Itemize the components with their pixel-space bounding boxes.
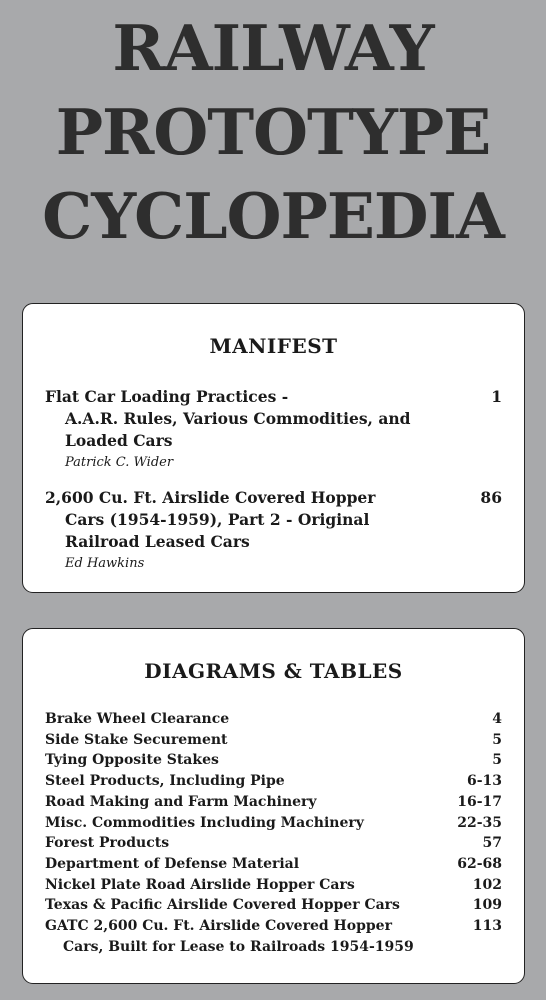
manifest-entry[interactable] xyxy=(45,487,502,575)
diagram-item[interactable] xyxy=(45,916,502,937)
diagram-item[interactable] xyxy=(45,854,502,875)
cover-title xyxy=(0,6,546,258)
manifest-entries xyxy=(45,386,502,588)
diagram-item[interactable] xyxy=(45,895,502,916)
diagram-label: Nickel Plate Road Airslide Hopper Cars xyxy=(45,876,355,893)
manifest-heading: MANIFEST xyxy=(209,334,338,358)
title-line-2: PROTOTYPE xyxy=(55,95,491,169)
diagram-page: 57 xyxy=(482,835,502,852)
diagrams-panel xyxy=(22,628,525,984)
entry-title-continuation: Railroad Leased Cars xyxy=(65,532,250,551)
diagram-item[interactable] xyxy=(45,730,502,751)
diagram-label: Misc. Commodities Including Machinery xyxy=(45,814,364,831)
diagram-label: Tying Opposite Stakes xyxy=(45,752,219,769)
entry-title: Flat Car Loading Practices - xyxy=(45,387,289,406)
entry-author: Ed Hawkins xyxy=(65,556,145,571)
manifest-panel xyxy=(22,303,525,593)
diagram-page: 6-13 xyxy=(466,773,502,790)
entry-page: 86 xyxy=(480,488,502,507)
diagrams-list xyxy=(45,709,502,957)
diagram-page: 16-17 xyxy=(457,793,502,810)
entry-title-continuation: A.A.R. Rules, Various Commodities, and xyxy=(65,409,411,428)
diagram-page: 102 xyxy=(472,876,502,893)
diagram-item[interactable] xyxy=(45,813,502,834)
diagram-label: GATC 2,600 Cu. Ft. Airslide Covered Hopper xyxy=(45,918,392,935)
diagram-label: Brake Wheel Clearance xyxy=(45,711,230,727)
diagram-page: 62-68 xyxy=(457,855,502,872)
entry-title: 2,600 Cu. Ft. Airslide Covered Hopper xyxy=(45,488,376,507)
diagram-page: 5 xyxy=(492,731,502,748)
diagram-item[interactable] xyxy=(45,709,502,730)
diagram-item[interactable] xyxy=(45,771,502,792)
diagram-item[interactable] xyxy=(45,792,502,813)
diagram-label-continuation: Cars, Built for Lease to Railroads 1954-1959 xyxy=(63,938,414,955)
diagram-label: Road Making and Farm Machinery xyxy=(45,793,317,810)
diagram-label: Department of Defense Material xyxy=(45,855,300,872)
diagram-label: Steel Products, Including Pipe xyxy=(45,773,285,790)
entry-title-continuation: Loaded Cars xyxy=(65,431,173,450)
title-line-1: RAILWAY xyxy=(112,11,434,85)
manifest-entry[interactable] xyxy=(45,386,502,474)
diagram-item[interactable] xyxy=(45,875,502,896)
diagram-page: 109 xyxy=(472,897,502,914)
entry-title-continuation: Cars (1954-1959), Part 2 - Original xyxy=(65,510,370,529)
diagram-page: 5 xyxy=(492,752,502,769)
diagrams-heading: DIAGRAMS & TABLES xyxy=(144,659,403,683)
entry-author: Patrick C. Wider xyxy=(65,455,174,470)
entry-page: 1 xyxy=(491,387,502,406)
diagram-page: 4 xyxy=(492,711,502,727)
diagram-page: 113 xyxy=(472,918,502,935)
diagram-item[interactable] xyxy=(45,833,502,854)
diagram-page: 22-35 xyxy=(457,814,502,831)
diagram-label: Side Stake Securement xyxy=(45,731,228,748)
diagram-item[interactable] xyxy=(45,750,502,771)
diagram-label: Texas & Pacific Airslide Covered Hopper Cars xyxy=(45,897,400,914)
title-line-3: CYCLOPEDIA xyxy=(42,179,504,253)
diagram-label: Forest Products xyxy=(45,835,170,852)
